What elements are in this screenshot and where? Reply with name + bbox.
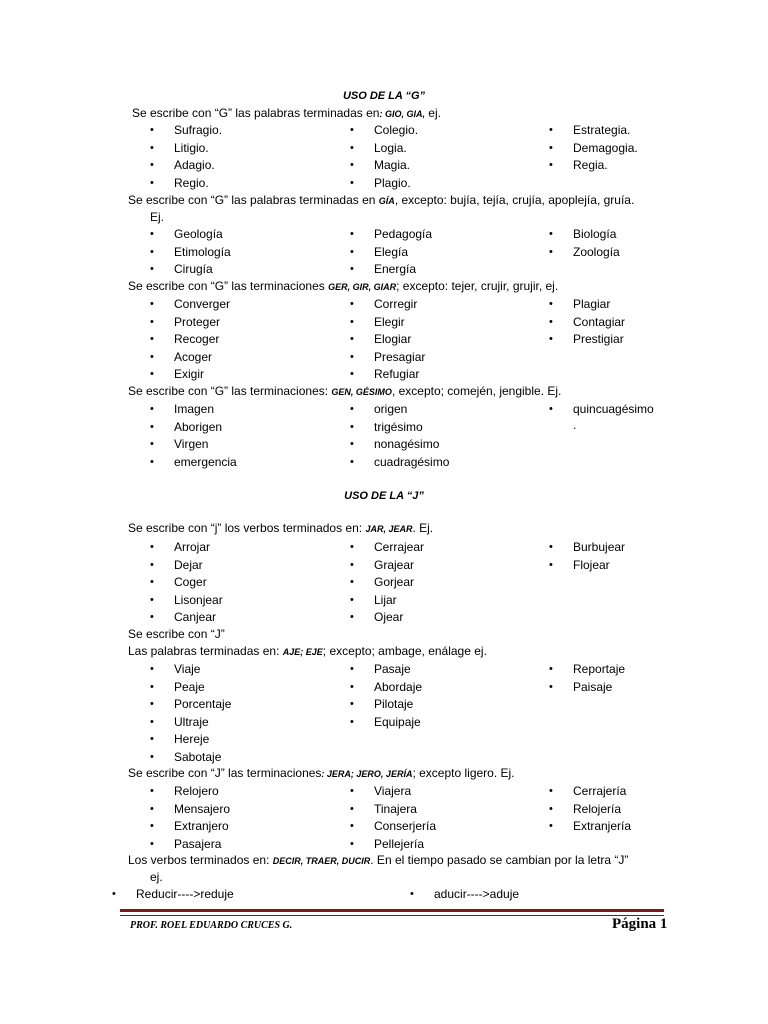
rule-text: Los verbos terminados en: bbox=[128, 853, 273, 867]
rule-ending: : GIO, GIA, bbox=[379, 109, 425, 119]
list-item-text: Gorjear bbox=[374, 575, 415, 589]
bullet-icon: • bbox=[350, 176, 354, 189]
bullet-icon: • bbox=[350, 611, 354, 623]
bullet-icon: • bbox=[350, 350, 354, 363]
list-item-text: Regia. bbox=[573, 158, 608, 172]
list-item-text: Grajear bbox=[374, 557, 415, 572]
bullet-icon: • bbox=[350, 802, 354, 815]
rule-text-end: ; excepto; ambage, enálage ej. bbox=[322, 644, 487, 658]
list-item-text: Lijar bbox=[374, 592, 397, 607]
list-item-text: Abordaje bbox=[374, 679, 423, 694]
list-item-text: Extranjero bbox=[174, 819, 229, 833]
list-item-text: Geología bbox=[174, 227, 223, 241]
rule-text: Se escribe con “G” las terminaciones bbox=[128, 279, 329, 293]
bullet-icon: • bbox=[150, 159, 154, 171]
list-item-text: trigésimo bbox=[374, 419, 423, 434]
bullet-icon: • bbox=[549, 558, 553, 571]
bullet-icon: • bbox=[112, 888, 116, 900]
list-item-text: Regio. bbox=[174, 175, 209, 190]
list-item-text: Ojear bbox=[374, 610, 404, 624]
bullet-icon: • bbox=[150, 124, 154, 136]
bullet-icon: • bbox=[150, 820, 154, 832]
bullet-icon: • bbox=[150, 733, 154, 745]
list-item-text: Elegía bbox=[374, 244, 409, 259]
bullet-icon: • bbox=[150, 802, 154, 815]
rule-j-2 bbox=[128, 644, 487, 658]
list-item-text: Coger bbox=[174, 575, 207, 589]
rule-ending: : JERA; JERO, JERÍA bbox=[321, 769, 413, 779]
list-item-text: quincuagésimo bbox=[573, 402, 654, 416]
bullet-icon: • bbox=[150, 576, 154, 588]
list-item-text: Conserjería bbox=[374, 819, 437, 833]
rule-ending: GÍA bbox=[378, 196, 395, 206]
list-item-text: Adagio. bbox=[174, 158, 215, 172]
rule-text: Se escribe con “G” las palabras terminadas en bbox=[132, 106, 380, 120]
rule-text-end: ; excepto ligero. Ej. bbox=[412, 766, 515, 780]
list-item-text: Prestigiar bbox=[573, 332, 624, 346]
rule-g-3 bbox=[128, 279, 558, 293]
example-item bbox=[112, 886, 312, 904]
rule-j-1 bbox=[128, 521, 433, 535]
section-title-j: USO DE LA “J” bbox=[344, 490, 424, 502]
list-item-text: Relojero bbox=[174, 784, 219, 798]
bullet-icon: • bbox=[150, 438, 154, 450]
bullet-icon: • bbox=[549, 159, 553, 171]
list-item-text: Sufragio. bbox=[174, 123, 223, 137]
example-item bbox=[410, 886, 610, 904]
list-item-text: Zoología bbox=[573, 244, 620, 259]
list-item-text: Peaje bbox=[174, 679, 205, 694]
rule-text: Se escribe con “j” los verbos terminados en: bbox=[128, 521, 366, 535]
bullet-icon: • bbox=[549, 820, 553, 832]
bullet-icon: • bbox=[350, 698, 354, 710]
list-item-text: Pasaje bbox=[374, 662, 411, 676]
page-number: Página 1 bbox=[612, 916, 668, 932]
list-item-text: Virgen bbox=[174, 437, 209, 451]
list-item-text: Pasajera bbox=[174, 836, 222, 851]
bullet-icon: • bbox=[350, 333, 354, 345]
bullet-icon: • bbox=[350, 541, 354, 553]
list-item-text: Cirugía bbox=[174, 262, 213, 276]
list-item-text: Extranjería bbox=[573, 819, 632, 833]
bullet-icon: • bbox=[350, 785, 354, 797]
list-item-text: Proteger bbox=[174, 314, 221, 329]
bullet-icon: • bbox=[150, 176, 154, 189]
bullet-icon: • bbox=[150, 368, 154, 380]
bullet-icon: • bbox=[549, 663, 553, 675]
bullet-icon: • bbox=[150, 593, 154, 606]
list-item-text: Relojería bbox=[573, 801, 622, 816]
rule-j-3 bbox=[128, 766, 515, 780]
bullet-icon: • bbox=[150, 785, 154, 797]
list-item-text: emergencia bbox=[174, 454, 237, 469]
bullet-icon: • bbox=[350, 663, 354, 675]
list-item-text: Etimología bbox=[174, 244, 231, 259]
rule-ending: GER, GIR, GIAR bbox=[328, 282, 397, 292]
list-item-text: Contagiar bbox=[573, 314, 626, 329]
bullet-icon: • bbox=[150, 663, 154, 675]
list-item-text: Energía bbox=[374, 262, 417, 276]
bullet-icon: • bbox=[350, 263, 354, 275]
bullet-icon: • bbox=[150, 541, 154, 553]
bullet-icon: • bbox=[350, 159, 354, 171]
rule-j-4 bbox=[128, 853, 628, 867]
bullet-icon: • bbox=[350, 420, 354, 433]
rule-g-1 bbox=[132, 106, 441, 120]
bullet-icon: • bbox=[350, 124, 354, 136]
bullet-icon: • bbox=[150, 455, 154, 468]
rule-text-end: . Ej. bbox=[412, 521, 434, 535]
rule-text-end: ej. bbox=[424, 106, 441, 120]
bullet-icon: • bbox=[350, 593, 354, 606]
list-item-text: Tinajera bbox=[374, 801, 417, 816]
rule-text-end: , excepto; comején, jengible. Ej. bbox=[391, 384, 562, 398]
bullet-icon: • bbox=[549, 141, 553, 154]
list-item-text: Converger bbox=[174, 297, 231, 311]
bullet-icon: • bbox=[549, 785, 553, 797]
list-item-text: Sabotaje bbox=[174, 749, 222, 764]
rule-ending: JAR, JEAR bbox=[365, 524, 413, 534]
list-item-text: Reportaje bbox=[573, 662, 626, 676]
rule-text: Se escribe con “G” las terminaciones: bbox=[128, 384, 332, 398]
rule-text-end: . En el tiempo pasado se cambian por la letra “J” bbox=[370, 853, 629, 867]
list-item-text: nonagésimo bbox=[374, 437, 440, 451]
bullet-icon: • bbox=[150, 680, 154, 693]
list-item-text: Flojear bbox=[573, 557, 610, 572]
bullet-icon: • bbox=[549, 315, 553, 328]
bullet-icon: • bbox=[350, 403, 354, 415]
list-item-text: Recoger bbox=[174, 332, 220, 346]
bullet-icon: • bbox=[549, 403, 553, 415]
list-item-text: Magia. bbox=[374, 158, 411, 172]
bullet-icon: • bbox=[350, 298, 354, 310]
rule-ending: AJE; EJE bbox=[282, 647, 323, 657]
rule-ending: GEN, GÉSIMO bbox=[331, 387, 392, 397]
bullet-icon: • bbox=[549, 245, 553, 258]
bullet-icon: • bbox=[150, 698, 154, 710]
list-item-text: cuadragésimo bbox=[374, 454, 450, 469]
bullet-icon: • bbox=[350, 141, 354, 154]
list-item-text: Arrojar bbox=[174, 540, 211, 554]
list-item-text: Mensajero bbox=[174, 801, 231, 816]
bullet-icon: • bbox=[350, 820, 354, 832]
list-item-text: Refugiar bbox=[374, 367, 420, 381]
bullet-icon: • bbox=[150, 263, 154, 275]
bullet-icon: • bbox=[350, 680, 354, 693]
bullet-icon: • bbox=[350, 245, 354, 258]
bullet-icon: • bbox=[350, 315, 354, 328]
bullet-icon: • bbox=[150, 333, 154, 345]
footer-rule-thick bbox=[120, 909, 664, 912]
bullet-icon: • bbox=[549, 680, 553, 693]
list-item-text: Litigio. bbox=[174, 140, 209, 155]
list-item-text: Estrategia. bbox=[573, 123, 631, 137]
list-item-text: Cerrajería bbox=[573, 784, 627, 798]
rule-text: Se escribe con “G” las palabras terminadas en bbox=[128, 193, 379, 207]
bullet-icon: • bbox=[150, 403, 154, 415]
bullet-icon: • bbox=[150, 837, 154, 850]
rule-text: Las palabras terminadas en: bbox=[128, 644, 283, 658]
bullet-icon: • bbox=[350, 228, 354, 240]
bullet-icon: • bbox=[350, 368, 354, 380]
list-item-text: Viaje bbox=[174, 662, 201, 676]
list-item-text: Viajera bbox=[374, 784, 412, 798]
list-item-text: Elegir bbox=[374, 314, 405, 329]
rule-text: Se escribe con “J” las terminaciones bbox=[128, 766, 322, 780]
bullet-icon: • bbox=[350, 576, 354, 588]
list-item-text: Exigir bbox=[174, 367, 205, 381]
list-item-text: Porcentaje bbox=[174, 697, 232, 711]
example-text: aducir---->aduje bbox=[434, 887, 520, 901]
section-title-g: USO DE LA “G” bbox=[342, 90, 426, 102]
rule-g-4 bbox=[128, 384, 561, 398]
bullet-icon: • bbox=[150, 141, 154, 154]
rule-text-end: ; excepto: tejer, crujir, grujir, ej. bbox=[396, 279, 559, 293]
list-item-text: origen bbox=[374, 402, 408, 416]
bullet-icon: • bbox=[549, 541, 553, 553]
rule-ending: DECIR, TRAER, DUCIR bbox=[272, 856, 371, 866]
bullet-icon: • bbox=[350, 715, 354, 728]
list-item-text: Pellejería bbox=[374, 836, 425, 851]
bullet-icon: • bbox=[549, 333, 553, 345]
bullet-icon: • bbox=[150, 315, 154, 328]
bullet-icon: • bbox=[150, 611, 154, 623]
bullet-icon: • bbox=[549, 802, 553, 815]
bullet-icon: • bbox=[150, 245, 154, 258]
list-item-text: Burbujear bbox=[573, 540, 626, 554]
list-item-text: Plagio. bbox=[374, 175, 411, 190]
rule-j-4-ej: ej. bbox=[150, 870, 163, 884]
list-item-text: Presagiar bbox=[374, 349, 426, 364]
list-item-text: Imagen bbox=[174, 402, 215, 416]
bullet-icon: • bbox=[350, 558, 354, 571]
rule-g-2 bbox=[128, 193, 634, 207]
list-item-text: Plagiar bbox=[573, 297, 611, 311]
list-item-text: Demagogia. bbox=[573, 140, 638, 155]
example-text: Reducir---->reduje bbox=[136, 887, 234, 901]
rule-g-2-ej: Ej. bbox=[150, 210, 165, 224]
bullet-icon: • bbox=[150, 558, 154, 571]
bullet-icon: • bbox=[350, 455, 354, 468]
bullet-icon: • bbox=[150, 298, 154, 310]
list-item-text: Paisaje bbox=[573, 679, 613, 694]
list-item-text: Equipaje bbox=[374, 714, 421, 729]
list-item-text: Canjear bbox=[174, 610, 217, 624]
bullet-icon: • bbox=[350, 837, 354, 850]
bullet-icon: • bbox=[549, 228, 553, 240]
rule-j-2-heading: Se escribe con “J” bbox=[128, 627, 225, 641]
bullet-icon: • bbox=[150, 228, 154, 240]
list-item-text: Elogiar bbox=[374, 332, 412, 346]
list-g4-col3-continuation: . bbox=[573, 418, 577, 432]
list-item-text: Lisonjear bbox=[174, 592, 223, 607]
list-item-text: Pilotaje bbox=[374, 697, 414, 711]
list-item-text: Ultraje bbox=[174, 714, 209, 729]
rule-text-end: , excepto: bujía, tejía, crujía, apoplejía, gruía. bbox=[394, 193, 635, 207]
bullet-icon: • bbox=[549, 298, 553, 310]
bullet-icon: • bbox=[549, 124, 553, 136]
bullet-icon: • bbox=[150, 420, 154, 433]
bullet-icon: • bbox=[150, 750, 154, 763]
list-item-text: Logia. bbox=[374, 140, 407, 155]
list-item-text: Hereje bbox=[174, 732, 210, 746]
list-item-text: Acoger bbox=[174, 349, 213, 364]
list-item-text: Colegio. bbox=[374, 123, 419, 137]
bullet-icon: • bbox=[410, 888, 414, 900]
list-item-text: Dejar bbox=[174, 557, 203, 572]
footer-rule-thin bbox=[120, 915, 664, 916]
list-item-text: Aborigen bbox=[174, 419, 223, 434]
list-item-text: Pedagogía bbox=[374, 227, 433, 241]
list-item-text: Biología bbox=[573, 227, 617, 241]
footer-author: PROF. ROEL EDUARDO CRUCES G. bbox=[130, 920, 293, 931]
list-item-text: Cerrajear bbox=[374, 540, 425, 554]
bullet-icon: • bbox=[150, 350, 154, 363]
bullet-icon: • bbox=[150, 715, 154, 728]
list-item-text: Corregir bbox=[374, 297, 418, 311]
bullet-icon: • bbox=[350, 438, 354, 450]
